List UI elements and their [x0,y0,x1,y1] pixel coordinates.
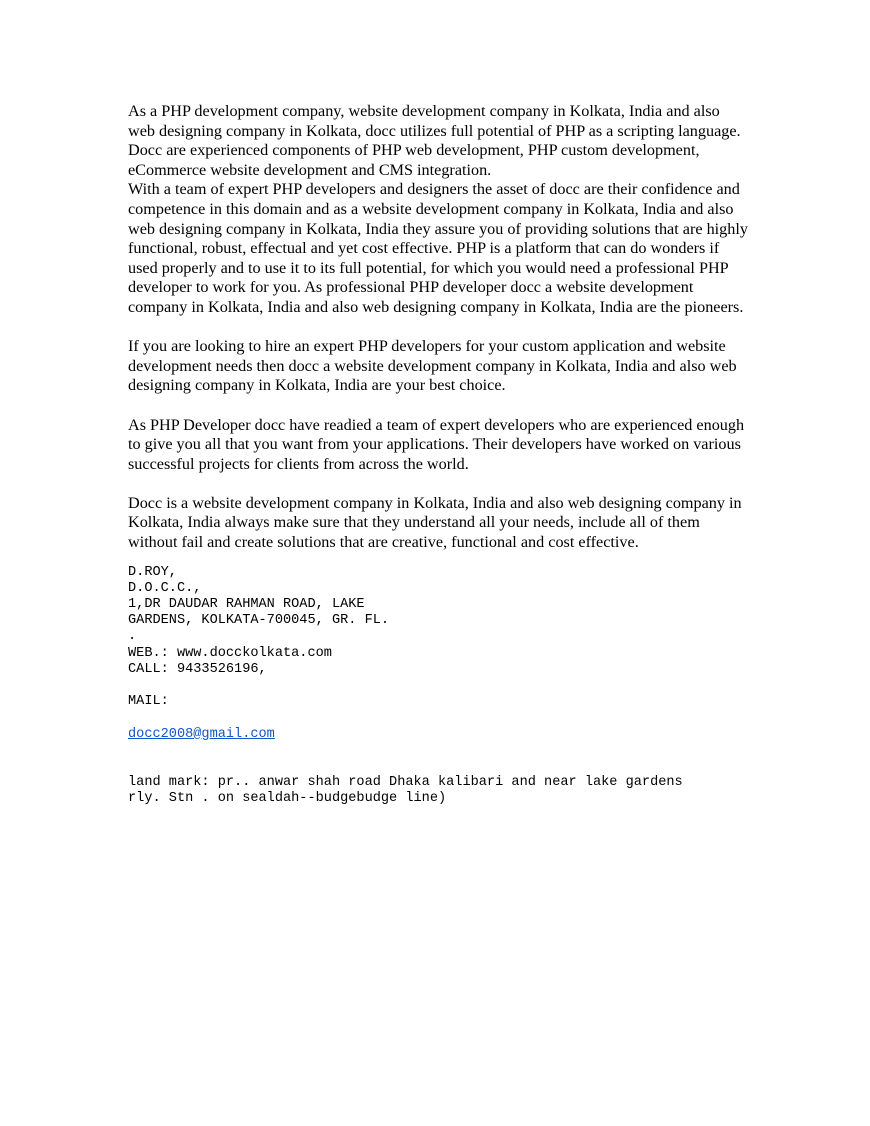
email-link[interactable]: docc2008@gmail.com [128,726,275,742]
contact-address-line-2: GARDENS, KOLKATA-700045, GR. FL. [128,613,390,629]
contact-dot: . [128,629,137,645]
paragraph-spacer [128,474,748,494]
paragraph-hire: If you are looking to hire an expert PHP developers for your custom application and website development needs then docc a website development company in Kolkata, India and also web designing company in Kolkata, India are your best choice. [128,337,737,395]
paragraph-spacer [128,396,748,416]
document-body [128,102,748,808]
paragraph-intro: As a PHP development company, website development company in Kolkata, India and also web designing company in Kolkata, docc utilizes full potential of PHP as a scripting language. Docc are experienced components of PHP web development, PHP custom development, eCommerce website development and CMS integration. [128,102,741,179]
contact-call: CALL: 9433526196, [128,661,267,677]
contact-email-line [128,727,748,743]
paragraph-developers: As PHP Developer docc have readied a team of expert developers who are experienced enough to give you all that you want from your applications. Their developers have worked on various successful projects for clients from across the world. [128,415,745,473]
contact-spacer [128,743,748,759]
contact-spacer [128,710,748,726]
paragraph-team: With a team of expert PHP developers and designers the asset of docc are their confidence and competence in this domain and as a website development company in Kolkata, India and also web designing company in Kolkata, India they assure you of providing solutions that are highly functional, robust, effectual and yet cost effective. PHP is a platform that can do wonders if used properly and to use it to its full potential, for which you would need a professional PHP developer to work for you. As professional PHP developer docc a website development company in Kolkata, India and also web designing company in Kolkata, India are the pioneers. [128,180,748,316]
contact-spacer [128,678,748,694]
contact-company: D.O.C.C., [128,580,202,596]
paragraph-spacer [128,318,748,338]
contact-block [128,565,748,808]
contact-spacer [128,759,748,775]
contact-mail-label: MAIL: [128,694,169,710]
contact-name: D.ROY, [128,564,177,580]
landmark-line-2: rly. Stn . on sealdah--budgebudge line) [128,791,447,807]
contact-web: WEB.: www.docckolkata.com [128,645,332,661]
landmark-line-1: land mark: pr.. anwar shah road Dhaka kalibari and near lake gardens [128,775,683,791]
paragraph-summary: Docc is a website development company in Kolkata, India and also web designing company in Kolkata, India always make sure that they understand all your needs, include all of them without fail and create solutions that are creative, functional and cost effective. [128,493,742,552]
contact-address-line-1: 1,DR DAUDAR RAHMAN ROAD, LAKE [128,597,365,613]
